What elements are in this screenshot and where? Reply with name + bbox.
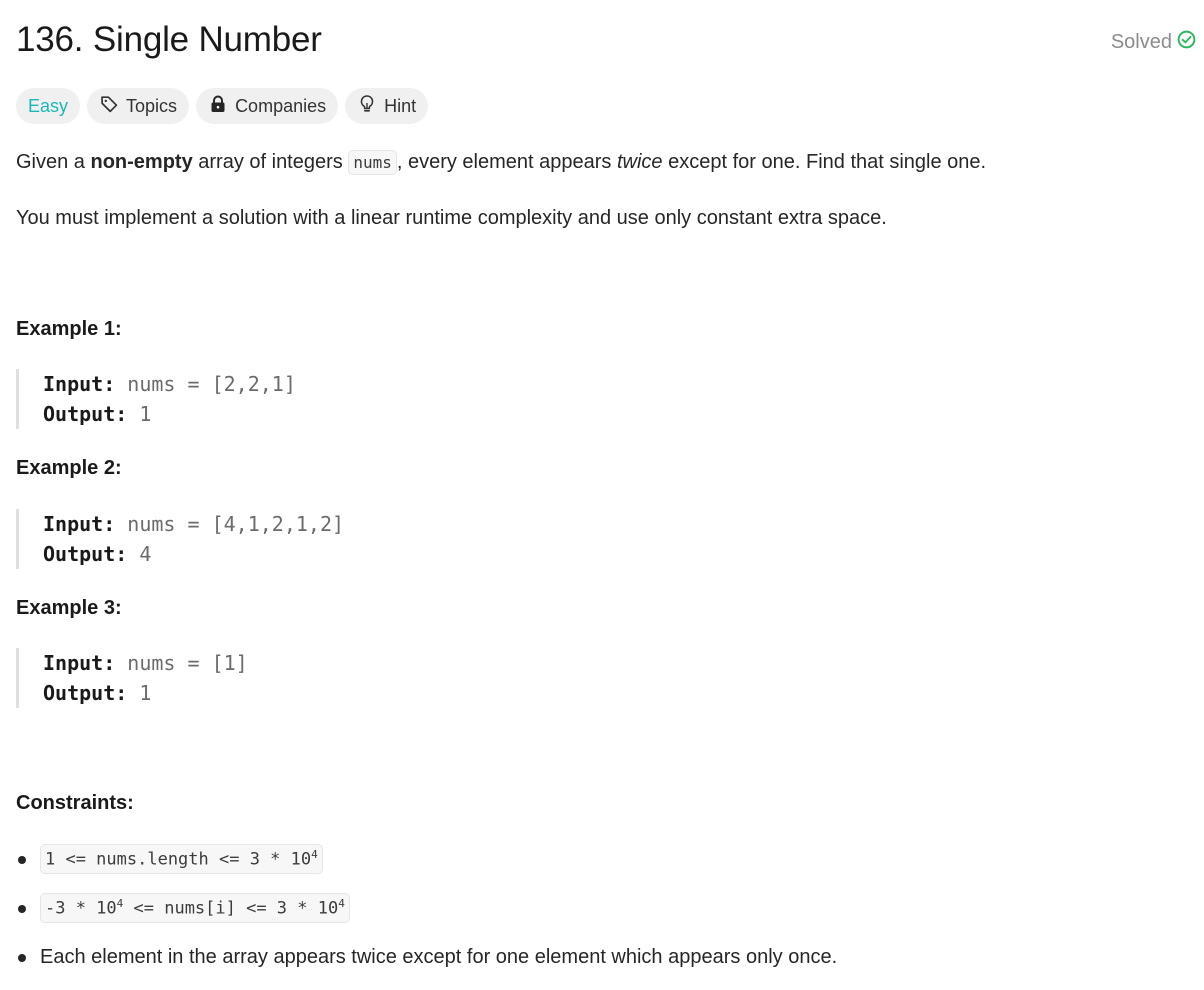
difficulty-label: Easy — [28, 95, 69, 116]
example-block — [16, 369, 443, 429]
input-value: nums = [2,2,1] — [127, 372, 296, 396]
check-circle-icon — [1177, 30, 1196, 55]
example-title: Example 3: — [16, 597, 122, 619]
constraint-code — [40, 844, 323, 874]
desc-text: , every element appears — [396, 151, 617, 173]
companies-label: Companies — [235, 95, 327, 116]
exponent: 4 — [116, 897, 124, 911]
example-title: Example 1: — [16, 318, 122, 340]
desc-bold: non-empty — [90, 151, 193, 173]
lock-icon — [208, 94, 235, 119]
desc-text: except for one. Find that single one. — [662, 151, 987, 173]
difficulty-badge[interactable] — [16, 88, 80, 124]
constraint-item — [16, 941, 1196, 973]
solved-status — [1111, 30, 1196, 55]
input-label: Input: — [43, 512, 116, 536]
tag-row — [16, 88, 428, 124]
desc-text: Given a — [16, 151, 91, 173]
desc-italic: twice — [616, 151, 663, 173]
desc-text: array of integers — [192, 151, 349, 173]
topics-label: Topics — [126, 95, 178, 116]
example-block — [16, 509, 443, 569]
hint-label: Hint — [384, 95, 417, 116]
inline-code: nums — [348, 150, 397, 175]
input-label: Input: — [43, 372, 116, 396]
exponent: 4 — [338, 897, 345, 911]
constraints-list — [16, 843, 1196, 990]
description-paragraph — [16, 151, 986, 174]
constraint-item — [16, 843, 1196, 875]
output-value: 4 — [139, 542, 152, 566]
exponent: 4 — [311, 848, 318, 862]
input-value: nums = [4,1,2,1,2] — [127, 512, 345, 536]
output-label: Output: — [43, 681, 128, 705]
constraint-code — [40, 893, 350, 923]
output-label: Output: — [43, 402, 128, 426]
companies-button[interactable] — [196, 88, 338, 124]
problem-title: 136. Single Number — [16, 20, 322, 59]
constraint-text: Each element in the array appears twice except for one element which appears only once. — [40, 945, 838, 968]
input-value: nums = [1] — [127, 651, 248, 675]
input-label: Input: — [43, 651, 116, 675]
output-value: 1 — [139, 681, 152, 705]
example-block — [16, 648, 443, 708]
constraints-title: Constraints: — [16, 792, 134, 814]
example-title: Example 2: — [16, 457, 122, 479]
constraint-text: 1 <= nums.length <= 3 * 10 — [45, 849, 312, 870]
constraint-item — [16, 892, 1196, 924]
lightbulb-icon — [357, 94, 384, 119]
constraint-text: <= nums[i] <= 3 * 10 — [123, 898, 339, 919]
hint-button[interactable] — [345, 88, 428, 124]
requirement-paragraph: You must implement a solution with a linear runtime complexity and use only constant extra space. — [16, 207, 887, 229]
output-label: Output: — [43, 542, 128, 566]
output-value: 1 — [139, 402, 152, 426]
constraint-text: -3 * 10 — [45, 898, 117, 919]
topics-button[interactable] — [87, 88, 189, 124]
tag-icon — [99, 94, 126, 119]
solved-label: Solved — [1110, 31, 1172, 53]
